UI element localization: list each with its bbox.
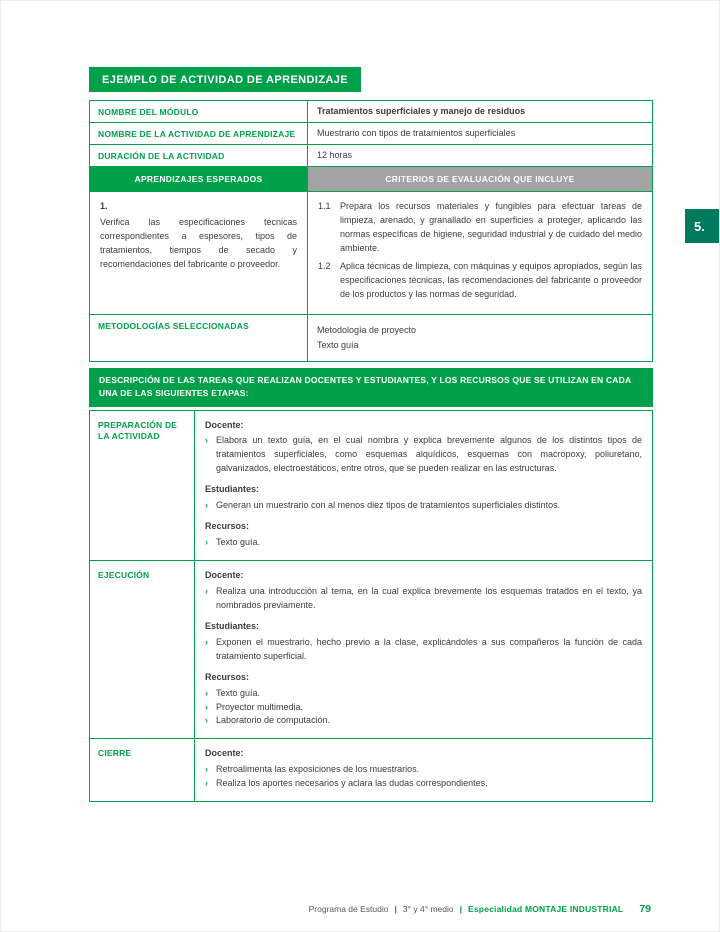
stage-row-ejecucion: [90, 561, 653, 739]
group-heading: Docente:: [205, 748, 244, 759]
list-item: [205, 636, 642, 664]
list-item: [205, 687, 642, 701]
list-item: [205, 536, 642, 550]
section-tab: [685, 209, 719, 243]
group-heading: Estudiantes:: [205, 620, 260, 631]
list-item-text: Exponen el muestrario, hecho previo a la clase, explicándoles a sus compañeros la función de cada tratamiento superficial.: [216, 636, 642, 661]
group-docente: [205, 419, 642, 477]
list-item: [205, 763, 642, 777]
list-item-text: Proyector multimedia.: [216, 701, 304, 712]
group-heading: Recursos:: [205, 521, 250, 532]
criterion-item: [318, 260, 642, 302]
table-row: [90, 145, 653, 167]
objective-number: 1.: [100, 201, 108, 211]
page-number: 79: [639, 903, 651, 915]
page-footer: [309, 903, 651, 915]
criteria-cell: [308, 192, 653, 315]
stage-label: EJECUCIÓN: [90, 561, 195, 739]
group-recursos: [205, 671, 642, 729]
list-item: [205, 777, 642, 791]
bullet-icon: ›: [205, 701, 208, 712]
methodology-value: Texto guía: [317, 339, 359, 350]
stage-content: [195, 739, 653, 802]
group-docente: [205, 569, 642, 613]
list-item-text: Texto guía.: [216, 537, 261, 548]
methodology-label: METODOLOGÍAS SELECCIONADAS: [90, 314, 308, 362]
bullet-icon: ›: [205, 585, 208, 596]
footer-separator: |: [459, 904, 463, 914]
list-item-text: Elabora un texto guía, en el cual nombra y explica brevemente algunos de los distintos tipos de tratamientos superficiales, como esquemas alquídicos, esquemas con macropoxy, poliuretano, galvanizados, electroestáticos, entre otros, que se pueden realizar en las estructuras.: [216, 435, 642, 474]
bullet-icon: ›: [205, 435, 208, 446]
bullet-icon: ›: [205, 537, 208, 548]
criterion-text: Aplica técnicas de limpieza, con máquinas y equipos apropiados, según las especificaciones técnicas, las recomendaciones del fabricante o proveedor de los productos y las normas de seguridad.: [340, 260, 642, 299]
group-docente: [205, 747, 642, 791]
bullet-icon: ›: [205, 764, 208, 775]
list-item: [205, 701, 642, 715]
bullet-icon: ›: [205, 715, 208, 726]
description-banner: DESCRIPCIÓN DE LAS TAREAS QUE REALIZAN DOCENTES Y ESTUDIANTES, Y LOS RECURSOS QUE SE UTILIZAN EN CADA UNA DE LAS SIGUIENTES ETAPAS:: [89, 368, 653, 406]
module-name-label: NOMBRE DEL MÓDULO: [90, 101, 308, 123]
activity-name-value: Muestrario con tipos de tratamientos superficiales: [308, 123, 653, 145]
stage-row-cierre: [90, 739, 653, 802]
list-item: [205, 499, 642, 513]
section-number: 5.: [694, 218, 705, 234]
stages-table: [89, 410, 653, 803]
table-row: [90, 123, 653, 145]
list-item: [205, 714, 642, 728]
activity-info-table: [89, 100, 653, 362]
list-item-text: Retroalimenta las exposiciones de los muestrarios.: [216, 764, 420, 775]
methodology-row: [90, 314, 653, 362]
list-item: [205, 585, 642, 613]
list-item-text: Texto guía.: [216, 687, 261, 698]
group-heading: Recursos:: [205, 671, 250, 682]
list-item-text: Realiza una introducción al tema, en la cual explica brevemente los esquemas tratados en el texto, ya nombrados previamente.: [216, 585, 642, 610]
stage-content: [195, 410, 653, 561]
methodology-value: Metodología de proyecto: [317, 324, 417, 335]
module-name-value: Tratamientos superficiales y manejo de residuos: [308, 101, 653, 123]
criterion-number: 1.2: [318, 260, 331, 271]
group-estudiantes: [205, 483, 642, 513]
group-recursos: [205, 520, 642, 550]
expected-learning-header: APRENDIZAJES ESPERADOS: [90, 167, 308, 192]
list-item: [205, 434, 642, 476]
duration-value: 12 horas: [308, 145, 653, 167]
group-heading: Estudiantes:: [205, 484, 260, 495]
stage-content: [195, 561, 653, 739]
table-header-row: [90, 167, 653, 192]
objective-cell: [90, 192, 308, 315]
footer-grade: 3° y 4° medio: [402, 904, 454, 914]
group-heading: Docente:: [205, 570, 244, 580]
footer-separator: |: [394, 904, 397, 914]
bullet-icon: ›: [205, 636, 208, 647]
group-heading: Docente:: [205, 419, 244, 430]
list-item-text: Generan un muestrario con al menos diez tipos de tratamientos superficiales distintos.: [216, 500, 561, 511]
stage-row-preparation: [90, 410, 653, 561]
stage-label: CIERRE: [90, 739, 195, 802]
page-content: [89, 67, 653, 802]
objective-text: Verifica las especificaciones técnicas correspondientes a espesores, tipos de tratamientos, tiempos de secado y recomendaciones del fabricante o proveedor.: [100, 216, 297, 269]
bullet-icon: ›: [205, 500, 208, 511]
list-item-text: Realiza los aportes necesarios y aclara las dudas correspondientes.: [216, 778, 488, 789]
activity-name-label: NOMBRE DE LA ACTIVIDAD DE APRENDIZAJE: [90, 123, 308, 145]
group-estudiantes: [205, 620, 642, 664]
bullet-icon: ›: [205, 687, 208, 698]
page-title: EJEMPLO DE ACTIVIDAD DE APRENDIZAJE: [89, 67, 361, 92]
footer-specialty: Especialidad MONTAJE INDUSTRIAL: [468, 904, 624, 914]
criterion-text: Prepara los recursos materiales y fungibles para efectuar tareas de limpieza, arenado, y granallado en superficies a proteger, aplicando las normas específicas de higiene, seguridad industrial y de cuidado del medio ambiente.: [340, 201, 642, 253]
bullet-icon: ›: [205, 778, 208, 789]
methodology-values: [308, 314, 653, 362]
criterion-item: [318, 200, 642, 256]
duration-label: DURACIÓN DE LA ACTIVIDAD: [90, 145, 308, 167]
evaluation-criteria-header: CRITERIOS DE EVALUACIÓN QUE INCLUYE: [308, 167, 653, 192]
learning-content-row: [90, 192, 653, 315]
criterion-number: 1.1: [318, 201, 331, 211]
list-item-text: Laboratorio de computación.: [216, 715, 331, 726]
table-row: [90, 101, 653, 123]
stage-label: PREPARACIÓN DE LA ACTIVIDAD: [90, 410, 195, 561]
footer-program: Programa de Estudio: [308, 904, 389, 914]
